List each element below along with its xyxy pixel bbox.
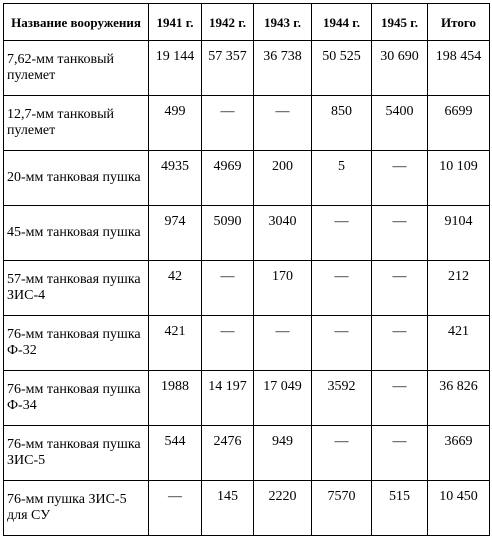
value-1945-cell: — (372, 261, 428, 316)
value-1945-cell: — (372, 206, 428, 261)
header-total: Итого (428, 4, 490, 41)
value-total-cell: 9104 (428, 206, 490, 261)
value-1943-cell: — (254, 96, 312, 151)
weapons-production-table (3, 3, 490, 536)
value-1944-cell: — (312, 316, 372, 371)
weapon-name-cell: 20-мм танковая пушка (4, 151, 149, 206)
header-1943: 1943 г. (254, 4, 312, 41)
value-1943-cell: 200 (254, 151, 312, 206)
value-1945-cell: — (372, 316, 428, 371)
weapon-name-cell: 45-мм танковая пушка (4, 206, 149, 261)
value-1941-cell: 42 (149, 261, 202, 316)
value-total-cell: 10 109 (428, 151, 490, 206)
value-1943-cell: 36 738 (254, 41, 312, 96)
value-1942-cell: — (202, 316, 254, 371)
value-1945-cell: 30 690 (372, 41, 428, 96)
table-row (4, 96, 490, 151)
value-1941-cell: 544 (149, 426, 202, 481)
value-1944-cell: 5 (312, 151, 372, 206)
weapon-name-cell: 57-мм танковая пушка ЗИС-4 (4, 261, 149, 316)
value-total-cell: 212 (428, 261, 490, 316)
weapon-name-cell: 76-мм танковая пушка Ф-32 (4, 316, 149, 371)
header-1945: 1945 г. (372, 4, 428, 41)
weapon-name-cell: 7,62-мм танковый пулемет (4, 41, 149, 96)
value-1941-cell: 1988 (149, 371, 202, 426)
value-1944-cell: 3592 (312, 371, 372, 426)
value-1943-cell: 949 (254, 426, 312, 481)
table-row (4, 41, 490, 96)
value-1943-cell: 170 (254, 261, 312, 316)
table-row (4, 151, 490, 206)
header-1941: 1941 г. (149, 4, 202, 41)
value-1944-cell: — (312, 426, 372, 481)
value-1944-cell: — (312, 206, 372, 261)
value-1942-cell: — (202, 96, 254, 151)
header-1944: 1944 г. (312, 4, 372, 41)
value-1942-cell: 4969 (202, 151, 254, 206)
value-1941-cell: 421 (149, 316, 202, 371)
value-1944-cell: 50 525 (312, 41, 372, 96)
value-1941-cell: 974 (149, 206, 202, 261)
value-1945-cell: 515 (372, 481, 428, 536)
value-1941-cell: 4935 (149, 151, 202, 206)
value-1942-cell: 14 197 (202, 371, 254, 426)
table-row (4, 206, 490, 261)
value-1944-cell: — (312, 261, 372, 316)
weapon-name-cell: 76-мм пушка ЗИС-5 для СУ (4, 481, 149, 536)
value-1942-cell: 145 (202, 481, 254, 536)
header-1942: 1942 г. (202, 4, 254, 41)
value-total-cell: 198 454 (428, 41, 490, 96)
value-total-cell: 6699 (428, 96, 490, 151)
weapon-name-cell: 76-мм танковая пушка ЗИС-5 (4, 426, 149, 481)
value-total-cell: 10 450 (428, 481, 490, 536)
value-total-cell: 421 (428, 316, 490, 371)
value-1941-cell: 499 (149, 96, 202, 151)
weapon-name-cell: 12,7-мм танковый пулемет (4, 96, 149, 151)
value-1943-cell: 17 049 (254, 371, 312, 426)
value-1945-cell: — (372, 371, 428, 426)
value-1944-cell: 850 (312, 96, 372, 151)
weapon-name-cell: 76-мм танковая пушка Ф-34 (4, 371, 149, 426)
table-row (4, 481, 490, 536)
value-1941-cell: 19 144 (149, 41, 202, 96)
value-1942-cell: 5090 (202, 206, 254, 261)
table-header-row (4, 4, 490, 41)
value-1944-cell: 7570 (312, 481, 372, 536)
header-weapon-name: Название вооружения (4, 4, 149, 41)
value-1942-cell: 57 357 (202, 41, 254, 96)
value-1942-cell: — (202, 261, 254, 316)
value-1943-cell: — (254, 316, 312, 371)
value-1945-cell: — (372, 151, 428, 206)
value-1945-cell: — (372, 426, 428, 481)
value-total-cell: 3669 (428, 426, 490, 481)
value-total-cell: 36 826 (428, 371, 490, 426)
table-row (4, 426, 490, 481)
table-row (4, 261, 490, 316)
table-row (4, 371, 490, 426)
value-1941-cell: — (149, 481, 202, 536)
value-1942-cell: 2476 (202, 426, 254, 481)
value-1943-cell: 3040 (254, 206, 312, 261)
table-row (4, 316, 490, 371)
value-1943-cell: 2220 (254, 481, 312, 536)
value-1945-cell: 5400 (372, 96, 428, 151)
